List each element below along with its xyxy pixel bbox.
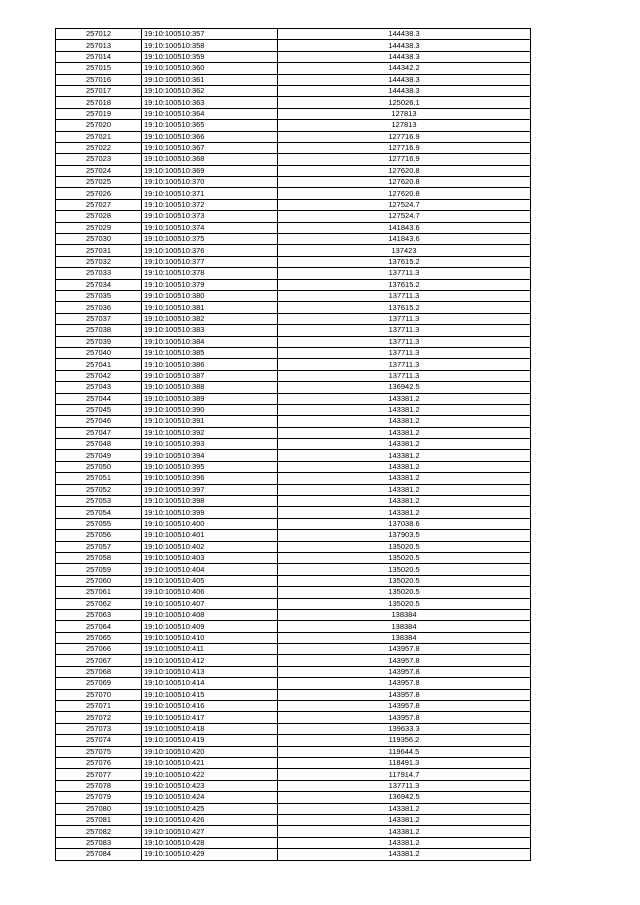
- cadastral-number-cell: 19:10:100510:389: [142, 393, 278, 404]
- row-id-cell: 257051: [56, 473, 142, 484]
- row-id-cell: 257059: [56, 564, 142, 575]
- table-row: [56, 621, 531, 632]
- table-row: [56, 780, 531, 791]
- row-id-cell: 257079: [56, 792, 142, 803]
- value-cell: 137615.2: [278, 279, 531, 290]
- row-id-cell: 257017: [56, 85, 142, 96]
- cadastral-number-cell: 19:10:100510:373: [142, 211, 278, 222]
- value-cell: 143381.2: [278, 837, 531, 848]
- table-row: [56, 530, 531, 541]
- value-cell: 119644.5: [278, 746, 531, 757]
- table-row: [56, 404, 531, 415]
- row-id-cell: 257064: [56, 621, 142, 632]
- value-cell: 143381.2: [278, 814, 531, 825]
- value-cell: 127524.7: [278, 211, 531, 222]
- row-id-cell: 257067: [56, 655, 142, 666]
- value-cell: 118491.3: [278, 758, 531, 769]
- table-row: [56, 792, 531, 803]
- cadastral-number-cell: 19:10:100510:416: [142, 701, 278, 712]
- row-id-cell: 257042: [56, 370, 142, 381]
- value-cell: 144342.2: [278, 63, 531, 74]
- cadastral-number-cell: 19:10:100510:399: [142, 507, 278, 518]
- table-row: [56, 199, 531, 210]
- row-id-cell: 257019: [56, 108, 142, 119]
- table-row: [56, 701, 531, 712]
- table-row: [56, 131, 531, 142]
- row-id-cell: 257055: [56, 518, 142, 529]
- cadastral-number-cell: 19:10:100510:415: [142, 689, 278, 700]
- table-row: [56, 575, 531, 586]
- cadastral-number-cell: 19:10:100510:427: [142, 826, 278, 837]
- row-id-cell: 257076: [56, 758, 142, 769]
- value-cell: 138384: [278, 632, 531, 643]
- cadastral-number-cell: 19:10:100510:385: [142, 347, 278, 358]
- table-row: [56, 484, 531, 495]
- row-id-cell: 257021: [56, 131, 142, 142]
- table-row: [56, 359, 531, 370]
- cadastral-number-cell: 19:10:100510:386: [142, 359, 278, 370]
- row-id-cell: 257044: [56, 393, 142, 404]
- cadastral-number-cell: 19:10:100510:361: [142, 74, 278, 85]
- cadastral-number-cell: 19:10:100510:391: [142, 416, 278, 427]
- row-id-cell: 257080: [56, 803, 142, 814]
- value-cell: 138384: [278, 621, 531, 632]
- cadastral-number-cell: 19:10:100510:411: [142, 644, 278, 655]
- value-cell: 141843.6: [278, 222, 531, 233]
- value-cell: 144438.3: [278, 51, 531, 62]
- cadastral-number-cell: 19:10:100510:410: [142, 632, 278, 643]
- row-id-cell: 257023: [56, 154, 142, 165]
- row-id-cell: 257024: [56, 165, 142, 176]
- table-row: [56, 564, 531, 575]
- table-row: [56, 336, 531, 347]
- value-cell: 143381.2: [278, 427, 531, 438]
- row-id-cell: 257035: [56, 290, 142, 301]
- table-row: [56, 461, 531, 472]
- row-id-cell: 257058: [56, 552, 142, 563]
- table-row: [56, 154, 531, 165]
- row-id-cell: 257073: [56, 723, 142, 734]
- value-cell: 143957.8: [278, 666, 531, 677]
- table-row: [56, 507, 531, 518]
- row-id-cell: 257049: [56, 450, 142, 461]
- value-cell: 137711.3: [278, 370, 531, 381]
- value-cell: 143957.8: [278, 712, 531, 723]
- value-cell: 143381.2: [278, 393, 531, 404]
- row-id-cell: 257082: [56, 826, 142, 837]
- row-id-cell: 257062: [56, 598, 142, 609]
- value-cell: 127716.9: [278, 154, 531, 165]
- value-cell: 137711.3: [278, 313, 531, 324]
- row-id-cell: 257014: [56, 51, 142, 62]
- row-id-cell: 257056: [56, 530, 142, 541]
- row-id-cell: 257053: [56, 496, 142, 507]
- table-row: [56, 587, 531, 598]
- cadastral-number-cell: 19:10:100510:409: [142, 621, 278, 632]
- cadastral-number-cell: 19:10:100510:422: [142, 769, 278, 780]
- table-row: [56, 302, 531, 313]
- table-row: [56, 313, 531, 324]
- cadastral-number-cell: 19:10:100510:406: [142, 587, 278, 598]
- value-cell: 127813: [278, 120, 531, 131]
- value-cell: 137615.2: [278, 302, 531, 313]
- cadastral-number-cell: 19:10:100510:404: [142, 564, 278, 575]
- document-page: [55, 28, 530, 861]
- table-row: [56, 746, 531, 757]
- row-id-cell: 257065: [56, 632, 142, 643]
- value-cell: 144438.3: [278, 85, 531, 96]
- value-cell: 137711.3: [278, 268, 531, 279]
- value-cell: 143381.2: [278, 404, 531, 415]
- row-id-cell: 257032: [56, 256, 142, 267]
- cadastral-number-cell: 19:10:100510:387: [142, 370, 278, 381]
- table-row: [56, 803, 531, 814]
- cadastral-number-cell: 19:10:100510:396: [142, 473, 278, 484]
- cadastral-number-cell: 19:10:100510:414: [142, 678, 278, 689]
- table-row: [56, 370, 531, 381]
- value-cell: 127716.9: [278, 131, 531, 142]
- value-cell: 135020.5: [278, 552, 531, 563]
- cadastral-number-cell: 19:10:100510:383: [142, 325, 278, 336]
- table-row: [56, 211, 531, 222]
- value-cell: 143957.8: [278, 701, 531, 712]
- value-cell: 135020.5: [278, 598, 531, 609]
- cadastral-number-cell: 19:10:100510:366: [142, 131, 278, 142]
- cadastral-number-cell: 19:10:100510:390: [142, 404, 278, 415]
- row-id-cell: 257069: [56, 678, 142, 689]
- row-id-cell: 257036: [56, 302, 142, 313]
- row-id-cell: 257077: [56, 769, 142, 780]
- row-id-cell: 257074: [56, 735, 142, 746]
- row-id-cell: 257040: [56, 347, 142, 358]
- value-cell: 143381.2: [278, 450, 531, 461]
- table-row: [56, 347, 531, 358]
- cadastral-number-cell: 19:10:100510:421: [142, 758, 278, 769]
- value-cell: 143957.8: [278, 644, 531, 655]
- table-row: [56, 290, 531, 301]
- value-cell: 137903.5: [278, 530, 531, 541]
- row-id-cell: 257038: [56, 325, 142, 336]
- table-row: [56, 609, 531, 620]
- row-id-cell: 257046: [56, 416, 142, 427]
- cadastral-number-cell: 19:10:100510:365: [142, 120, 278, 131]
- cadastral-number-cell: 19:10:100510:393: [142, 439, 278, 450]
- cadastral-number-cell: 19:10:100510:359: [142, 51, 278, 62]
- value-cell: 141843.6: [278, 234, 531, 245]
- row-id-cell: 257083: [56, 837, 142, 848]
- value-cell: 137615.2: [278, 256, 531, 267]
- cadastral-number-cell: 19:10:100510:369: [142, 165, 278, 176]
- row-id-cell: 257030: [56, 234, 142, 245]
- cadastral-number-cell: 19:10:100510:357: [142, 29, 278, 40]
- row-id-cell: 257070: [56, 689, 142, 700]
- cadastral-number-cell: 19:10:100510:402: [142, 541, 278, 552]
- cadastral-number-cell: 19:10:100510:367: [142, 142, 278, 153]
- value-cell: 119356.2: [278, 735, 531, 746]
- cadastral-number-cell: 19:10:100510:374: [142, 222, 278, 233]
- row-id-cell: 257026: [56, 188, 142, 199]
- table-row: [56, 256, 531, 267]
- table-row: [56, 678, 531, 689]
- row-id-cell: 257075: [56, 746, 142, 757]
- value-cell: 135020.5: [278, 587, 531, 598]
- value-cell: 137711.3: [278, 336, 531, 347]
- row-id-cell: 257047: [56, 427, 142, 438]
- value-cell: 143381.2: [278, 473, 531, 484]
- table-row: [56, 758, 531, 769]
- row-id-cell: 257057: [56, 541, 142, 552]
- table-row: [56, 188, 531, 199]
- table-row: [56, 393, 531, 404]
- value-cell: 137711.3: [278, 347, 531, 358]
- cadastral-number-cell: 19:10:100510:363: [142, 97, 278, 108]
- table-row: [56, 85, 531, 96]
- table-row: [56, 666, 531, 677]
- table-row: [56, 279, 531, 290]
- cadastral-number-cell: 19:10:100510:417: [142, 712, 278, 723]
- value-cell: 137711.3: [278, 325, 531, 336]
- cadastral-number-cell: 19:10:100510:418: [142, 723, 278, 734]
- value-cell: 138384: [278, 609, 531, 620]
- value-cell: 137423: [278, 245, 531, 256]
- cadastral-number-cell: 19:10:100510:377: [142, 256, 278, 267]
- cadastral-number-cell: 19:10:100510:394: [142, 450, 278, 461]
- cadastral-number-cell: 19:10:100510:368: [142, 154, 278, 165]
- table-row: [56, 837, 531, 848]
- row-id-cell: 257068: [56, 666, 142, 677]
- table-row: [56, 541, 531, 552]
- row-id-cell: 257016: [56, 74, 142, 85]
- table-row: [56, 165, 531, 176]
- value-cell: 143381.2: [278, 496, 531, 507]
- row-id-cell: 257020: [56, 120, 142, 131]
- cadastral-number-cell: 19:10:100510:425: [142, 803, 278, 814]
- value-cell: 125026.1: [278, 97, 531, 108]
- value-cell: 127524.7: [278, 199, 531, 210]
- row-id-cell: 257078: [56, 780, 142, 791]
- cadastral-number-cell: 19:10:100510:388: [142, 382, 278, 393]
- row-id-cell: 257028: [56, 211, 142, 222]
- cadastral-number-cell: 19:10:100510:420: [142, 746, 278, 757]
- value-cell: 135020.5: [278, 575, 531, 586]
- row-id-cell: 257048: [56, 439, 142, 450]
- table-row: [56, 40, 531, 51]
- value-cell: 137711.3: [278, 359, 531, 370]
- row-id-cell: 257081: [56, 814, 142, 825]
- value-cell: 143381.2: [278, 826, 531, 837]
- row-id-cell: 257022: [56, 142, 142, 153]
- row-id-cell: 257045: [56, 404, 142, 415]
- cadastral-number-cell: 19:10:100510:413: [142, 666, 278, 677]
- cadastral-number-cell: 19:10:100510:378: [142, 268, 278, 279]
- cadastral-number-cell: 19:10:100510:397: [142, 484, 278, 495]
- cadastral-number-cell: 19:10:100510:395: [142, 461, 278, 472]
- value-cell: 136942.5: [278, 792, 531, 803]
- cadastral-number-cell: 19:10:100510:380: [142, 290, 278, 301]
- table-row: [56, 632, 531, 643]
- cadastral-number-cell: 19:10:100510:376: [142, 245, 278, 256]
- value-cell: 143957.8: [278, 678, 531, 689]
- value-cell: 117914.7: [278, 769, 531, 780]
- table-row: [56, 325, 531, 336]
- cadastral-number-cell: 19:10:100510:360: [142, 63, 278, 74]
- row-id-cell: 257013: [56, 40, 142, 51]
- cadastral-number-cell: 19:10:100510:429: [142, 849, 278, 860]
- value-cell: 137711.3: [278, 780, 531, 791]
- row-id-cell: 257054: [56, 507, 142, 518]
- cadastral-number-cell: 19:10:100510:412: [142, 655, 278, 666]
- cadastral-number-cell: 19:10:100510:375: [142, 234, 278, 245]
- cadastral-number-cell: 19:10:100510:408: [142, 609, 278, 620]
- row-id-cell: 257066: [56, 644, 142, 655]
- row-id-cell: 257072: [56, 712, 142, 723]
- table-row: [56, 268, 531, 279]
- table-row: [56, 51, 531, 62]
- cadastral-number-cell: 19:10:100510:423: [142, 780, 278, 791]
- value-cell: 144438.3: [278, 40, 531, 51]
- cadastral-number-cell: 19:10:100510:372: [142, 199, 278, 210]
- value-cell: 143381.2: [278, 803, 531, 814]
- table-row: [56, 735, 531, 746]
- value-cell: 143381.2: [278, 416, 531, 427]
- cadastral-number-cell: 19:10:100510:426: [142, 814, 278, 825]
- value-cell: 143381.2: [278, 484, 531, 495]
- cadastral-number-cell: 19:10:100510:379: [142, 279, 278, 290]
- cadastral-number-cell: 19:10:100510:371: [142, 188, 278, 199]
- cadastral-number-cell: 19:10:100510:419: [142, 735, 278, 746]
- table-row: [56, 97, 531, 108]
- value-cell: 143381.2: [278, 849, 531, 860]
- table-row: [56, 245, 531, 256]
- table-row: [56, 222, 531, 233]
- row-id-cell: 257037: [56, 313, 142, 324]
- row-id-cell: 257061: [56, 587, 142, 598]
- row-id-cell: 257033: [56, 268, 142, 279]
- table-row: [56, 689, 531, 700]
- table-body: [56, 29, 531, 861]
- value-cell: 143957.8: [278, 689, 531, 700]
- value-cell: 127620.8: [278, 165, 531, 176]
- table-row: [56, 644, 531, 655]
- value-cell: 143381.2: [278, 461, 531, 472]
- table-row: [56, 849, 531, 860]
- value-cell: 127620.8: [278, 177, 531, 188]
- cadastral-number-cell: 19:10:100510:381: [142, 302, 278, 313]
- cadastral-number-cell: 19:10:100510:392: [142, 427, 278, 438]
- cadastral-number-cell: 19:10:100510:428: [142, 837, 278, 848]
- cadastral-number-cell: 19:10:100510:358: [142, 40, 278, 51]
- value-cell: 137711.3: [278, 290, 531, 301]
- value-cell: 136942.5: [278, 382, 531, 393]
- cadastral-number-cell: 19:10:100510:424: [142, 792, 278, 803]
- row-id-cell: 257052: [56, 484, 142, 495]
- table-row: [56, 473, 531, 484]
- row-id-cell: 257063: [56, 609, 142, 620]
- row-id-cell: 257027: [56, 199, 142, 210]
- table-row: [56, 108, 531, 119]
- data-table: [55, 28, 531, 861]
- table-row: [56, 450, 531, 461]
- row-id-cell: 257084: [56, 849, 142, 860]
- value-cell: 137038.6: [278, 518, 531, 529]
- value-cell: 139633.3: [278, 723, 531, 734]
- row-id-cell: 257060: [56, 575, 142, 586]
- table-row: [56, 439, 531, 450]
- table-row: [56, 552, 531, 563]
- table-row: [56, 496, 531, 507]
- row-id-cell: 257039: [56, 336, 142, 347]
- table-row: [56, 712, 531, 723]
- row-id-cell: 257071: [56, 701, 142, 712]
- cadastral-number-cell: 19:10:100510:407: [142, 598, 278, 609]
- row-id-cell: 257025: [56, 177, 142, 188]
- row-id-cell: 257012: [56, 29, 142, 40]
- table-row: [56, 234, 531, 245]
- value-cell: 127716.9: [278, 142, 531, 153]
- table-row: [56, 598, 531, 609]
- value-cell: 135020.5: [278, 541, 531, 552]
- cadastral-number-cell: 19:10:100510:398: [142, 496, 278, 507]
- cadastral-number-cell: 19:10:100510:405: [142, 575, 278, 586]
- row-id-cell: 257029: [56, 222, 142, 233]
- table-row: [56, 769, 531, 780]
- value-cell: 143381.2: [278, 439, 531, 450]
- cadastral-number-cell: 19:10:100510:362: [142, 85, 278, 96]
- row-id-cell: 257015: [56, 63, 142, 74]
- table-row: [56, 142, 531, 153]
- cadastral-number-cell: 19:10:100510:364: [142, 108, 278, 119]
- table-row: [56, 177, 531, 188]
- cadastral-number-cell: 19:10:100510:370: [142, 177, 278, 188]
- value-cell: 144438.3: [278, 29, 531, 40]
- table-row: [56, 120, 531, 131]
- value-cell: 144438.3: [278, 74, 531, 85]
- table-row: [56, 416, 531, 427]
- value-cell: 127813: [278, 108, 531, 119]
- row-id-cell: 257018: [56, 97, 142, 108]
- row-id-cell: 257043: [56, 382, 142, 393]
- row-id-cell: 257034: [56, 279, 142, 290]
- cadastral-number-cell: 19:10:100510:401: [142, 530, 278, 541]
- value-cell: 127620.8: [278, 188, 531, 199]
- table-row: [56, 723, 531, 734]
- table-row: [56, 382, 531, 393]
- row-id-cell: 257050: [56, 461, 142, 472]
- table-row: [56, 814, 531, 825]
- cadastral-number-cell: 19:10:100510:400: [142, 518, 278, 529]
- row-id-cell: 257031: [56, 245, 142, 256]
- table-row: [56, 29, 531, 40]
- table-row: [56, 63, 531, 74]
- table-row: [56, 74, 531, 85]
- value-cell: 143957.8: [278, 655, 531, 666]
- row-id-cell: 257041: [56, 359, 142, 370]
- cadastral-number-cell: 19:10:100510:403: [142, 552, 278, 563]
- cadastral-number-cell: 19:10:100510:384: [142, 336, 278, 347]
- value-cell: 135020.5: [278, 564, 531, 575]
- table-row: [56, 655, 531, 666]
- table-row: [56, 826, 531, 837]
- table-row: [56, 427, 531, 438]
- table-row: [56, 518, 531, 529]
- cadastral-number-cell: 19:10:100510:382: [142, 313, 278, 324]
- value-cell: 143381.2: [278, 507, 531, 518]
